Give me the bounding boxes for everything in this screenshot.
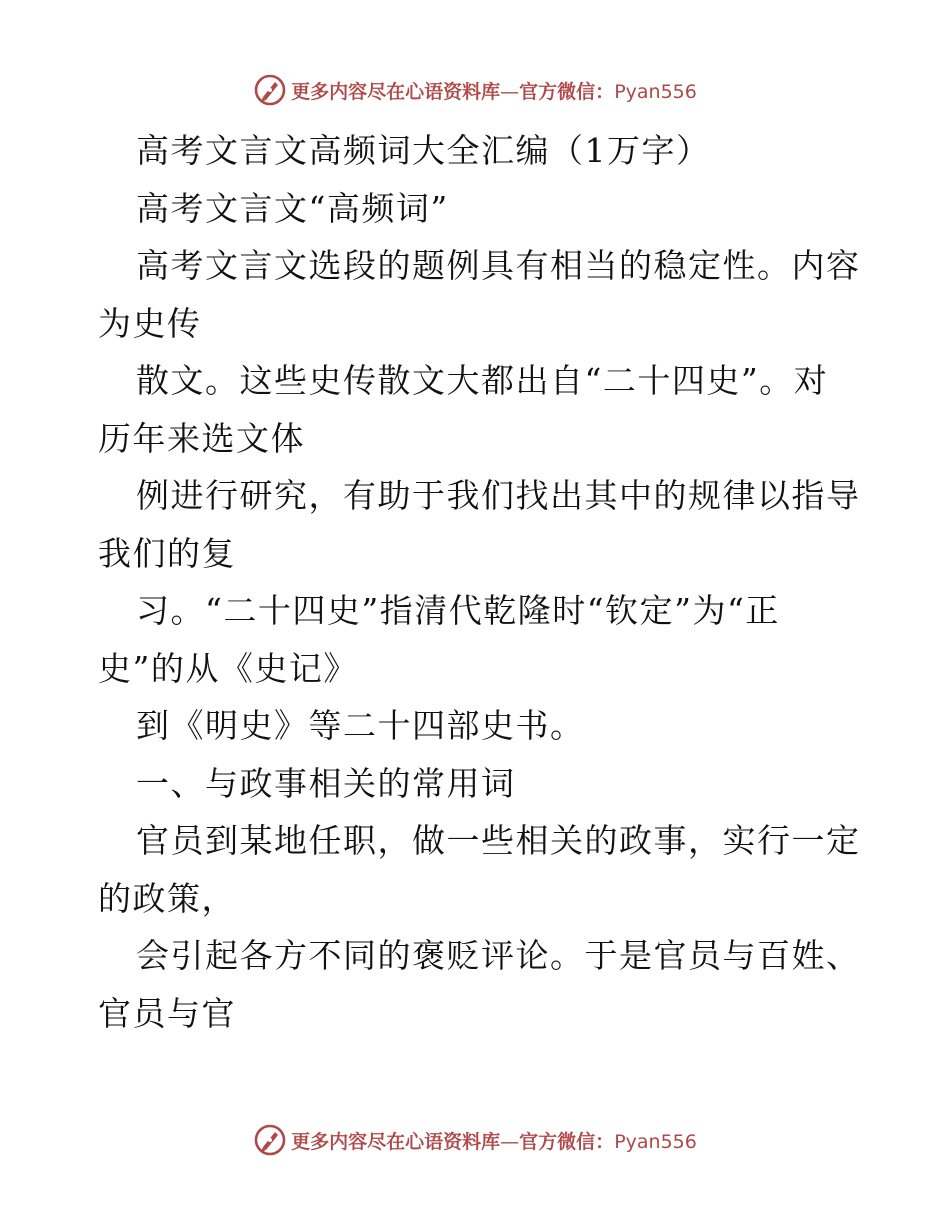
header-banner-main: 更多内容尽在心语资料库 xyxy=(291,80,501,103)
paragraph-line: 官员到某地任职，做一些相关的政事，实行一定 xyxy=(136,821,861,860)
paragraph-line: 官员与官 xyxy=(98,993,236,1033)
footer-banner-id: Pyan556 xyxy=(614,1130,697,1153)
paragraph-line: 例进行研究，有助于我们找出其中的规律以指导 xyxy=(136,476,861,515)
header-banner-sep: — xyxy=(500,80,520,103)
paragraph-line: 史”的从《史记》 xyxy=(98,648,358,688)
document-body xyxy=(98,122,861,1042)
footer-watermark xyxy=(0,1120,950,1160)
paragraph-line: 的政策， xyxy=(98,878,236,918)
paragraph-line: 我们的复 xyxy=(98,533,236,573)
paragraph-line: 到《明史》等二十四部史书。 xyxy=(136,706,585,745)
header-banner-id: Pyan556 xyxy=(614,80,697,103)
document-title: 高考文言文高频词大全汇编（1万字） xyxy=(136,131,711,170)
header-banner-label: 官方微信： xyxy=(519,80,615,103)
footer-banner-main: 更多内容尽在心语资料库 xyxy=(291,1130,501,1153)
footer-banner-sep: — xyxy=(500,1130,520,1153)
section-heading: 一、与政事相关的常用词 xyxy=(136,763,516,803)
paragraph-line: 高考文言文选段的题例具有相当的稳定性。内容 xyxy=(136,246,861,285)
document-subtitle: 高考文言文“高频词” xyxy=(136,188,449,228)
paragraph-line: 习。“二十四史”指清代乾隆时“钦定”为“正 xyxy=(136,591,780,630)
footer-watermark-text xyxy=(291,1127,697,1154)
paragraph-line: 历年来选文体 xyxy=(98,418,305,458)
header-watermark-text xyxy=(291,77,697,104)
paragraph-line: 会引起各方不同的褒贬评论。于是官员与百姓、 xyxy=(136,936,861,975)
pen-logo-icon xyxy=(253,1123,287,1157)
header-watermark xyxy=(0,70,950,110)
pen-logo-icon xyxy=(253,73,287,107)
paragraph-line: 散文。这些史传散文大都出自“二十四史”。对 xyxy=(136,361,829,400)
paragraph-line: 为史传 xyxy=(98,303,202,343)
footer-banner-label: 官方微信： xyxy=(519,1130,615,1153)
